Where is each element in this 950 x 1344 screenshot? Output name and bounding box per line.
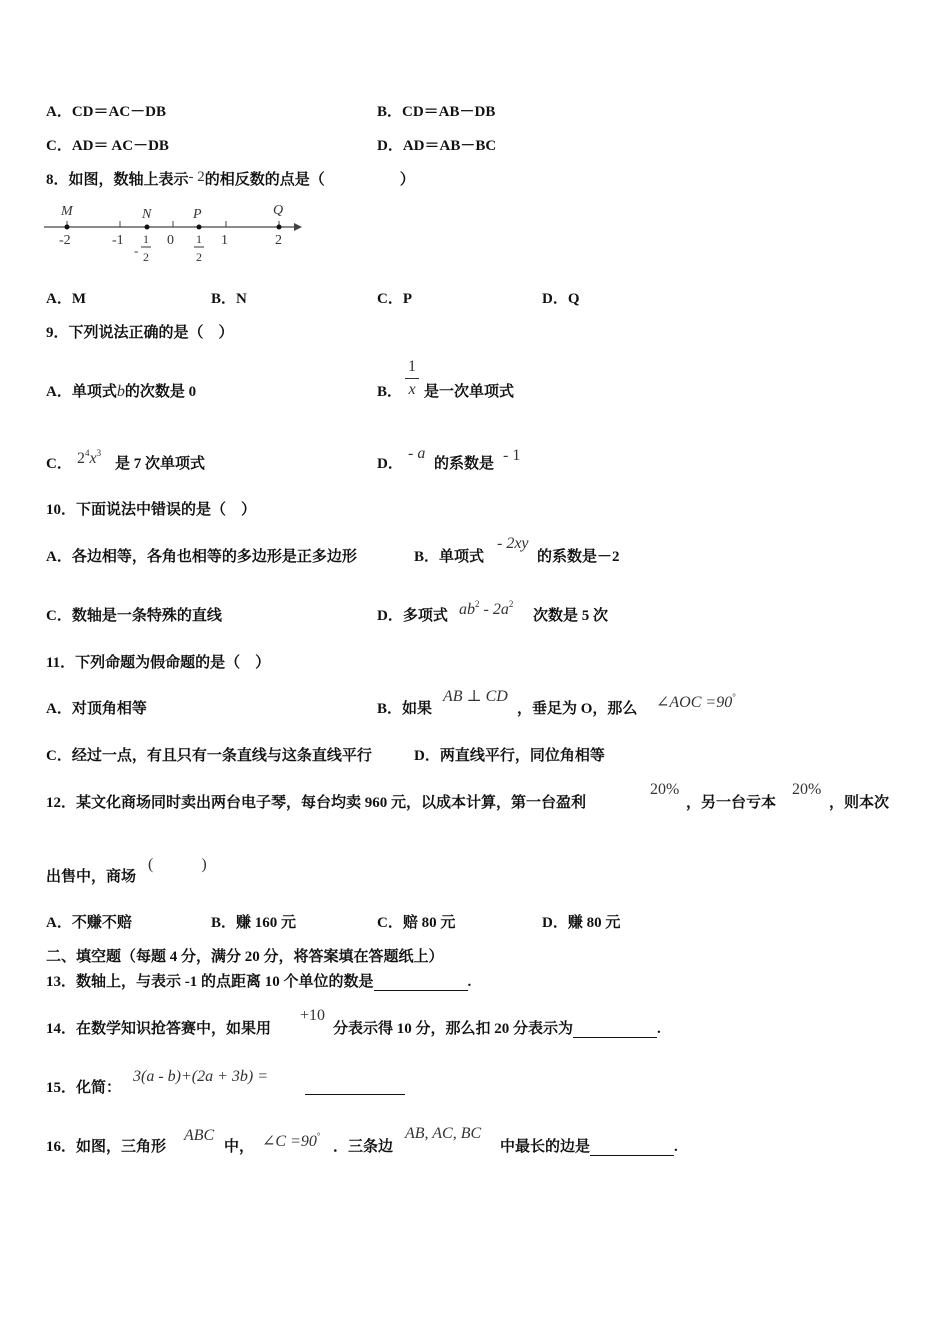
q12-option-a: A．不赚不赔 bbox=[46, 915, 132, 931]
q11-option-d: D．两直线平行，同位角相等 bbox=[414, 748, 605, 764]
q10-d-math1: ab bbox=[459, 601, 475, 618]
label-q: Q bbox=[273, 203, 284, 218]
q9-d-math: - a bbox=[408, 445, 426, 462]
q10-d-exp2: 2 bbox=[508, 599, 514, 609]
q9-c-exp2: 3 bbox=[96, 448, 102, 458]
q8-stem-pre: 8．如图，数轴上表示 bbox=[46, 172, 189, 188]
q9-c-base2: x bbox=[89, 450, 97, 467]
q7-option-c: C．AD＝ AC－DB bbox=[46, 138, 169, 154]
q11-b-angle: ∠AOC =90 bbox=[656, 694, 733, 711]
q15-answer-blank[interactable] bbox=[305, 1094, 405, 1095]
section-2-title: 二、填空题（每题 4 分，满分 20 分，将答案填在答题纸上） bbox=[46, 949, 444, 965]
frac-pos-num: 1 bbox=[196, 232, 202, 246]
q9-d-val: - 1 bbox=[503, 447, 521, 464]
q11-b-math2 bbox=[656, 688, 736, 712]
q16-math1: ABC bbox=[184, 1127, 215, 1144]
q16-math3: AB, AC, BC bbox=[405, 1125, 482, 1142]
q10-b-pre: B．单项式 bbox=[414, 549, 485, 565]
q16-mid1: 中， bbox=[224, 1139, 255, 1155]
q11-b-pre: B．如果 bbox=[377, 701, 433, 717]
q8-option-b: B．N bbox=[211, 291, 247, 307]
point-n-dot bbox=[145, 225, 150, 230]
q9-c-exp1: 4 bbox=[85, 448, 90, 458]
q16-stem-post-text: 中最长的边是 bbox=[500, 1139, 591, 1155]
q8-option-c: C．P bbox=[377, 291, 412, 307]
q8-number-line-figure bbox=[40, 198, 310, 268]
q10-option-c: C．数轴是一条特殊的直线 bbox=[46, 608, 222, 624]
q11-b-math: AB ⊥ CD bbox=[443, 688, 508, 705]
q11-b-deg: ° bbox=[732, 692, 736, 702]
q10-b-math: - 2xy bbox=[497, 535, 529, 552]
q9-c-base1: 2 bbox=[77, 450, 85, 467]
q13-stem bbox=[46, 973, 471, 991]
q9-a-math: b bbox=[116, 383, 125, 400]
q9-c-math bbox=[77, 444, 101, 468]
q12-stem-pre: 12．某文化商场同时卖出两台电子琴，每台均卖 960 元，以成本计算，第一台盈利 bbox=[46, 795, 587, 811]
q11-option-a: A．对顶角相等 bbox=[46, 701, 147, 717]
q9-c-pre: C． bbox=[46, 456, 72, 472]
q12-pct2: 20% bbox=[792, 781, 822, 798]
q12-option-c: C．赔 80 元 bbox=[377, 915, 456, 931]
q8-stem-math: - 2 bbox=[188, 169, 205, 185]
q14-answer-blank[interactable] bbox=[573, 1021, 657, 1038]
frac-neg-num: 1 bbox=[143, 232, 149, 246]
q16-stem-post bbox=[500, 1138, 678, 1156]
tick-label-1: 1 bbox=[221, 233, 228, 248]
label-p: P bbox=[193, 207, 202, 222]
q14-stem-post bbox=[333, 1020, 661, 1038]
q16-math2 bbox=[262, 1127, 320, 1151]
q12-pct1: 20% bbox=[650, 781, 680, 798]
q9-b-den: x bbox=[408, 381, 416, 398]
q14-stem-post-text: 分表示得 10 分，那么扣 20 分表示为 bbox=[333, 1021, 574, 1037]
q8-stem bbox=[46, 171, 415, 189]
q11-stem: 11．下列命题为假命题的是（ ） bbox=[46, 655, 271, 671]
frac-pos-den: 2 bbox=[196, 250, 202, 264]
q14-stem-pre: 14．在数学知识抢答赛中，如果用 bbox=[46, 1021, 272, 1037]
q7-option-a: A．CD＝AC－DB bbox=[46, 104, 167, 120]
q10-d-exp1: 2 bbox=[475, 599, 480, 609]
q12-line2: 出售中，商场 bbox=[46, 869, 137, 885]
q9-c-post: 是 7 次单项式 bbox=[115, 456, 206, 472]
point-p-dot bbox=[197, 225, 202, 230]
q13-end: . bbox=[467, 974, 472, 990]
q9-b-fraction bbox=[405, 358, 419, 399]
point-m-dot bbox=[65, 225, 70, 230]
q10-d-math2: - 2a bbox=[479, 601, 509, 618]
q16-mid2: ．三条边 bbox=[333, 1139, 394, 1155]
q10-d-math bbox=[459, 595, 513, 619]
q9-b-num: 1 bbox=[408, 358, 416, 375]
q9-b-pre: B． bbox=[377, 384, 403, 400]
tick-label-neg1: -1 bbox=[112, 233, 124, 248]
q12-stem-mid: ，另一台亏本 bbox=[686, 795, 777, 811]
q16-end: . bbox=[674, 1139, 678, 1155]
q9-d-mid: 的系数是 bbox=[434, 456, 495, 472]
label-n: N bbox=[142, 207, 152, 222]
q9-stem: 9．下列说法正确的是（ ） bbox=[46, 325, 234, 341]
tick-label-neg2: -2 bbox=[59, 233, 71, 248]
tick-label-2: 2 bbox=[275, 233, 282, 248]
q16-answer-blank[interactable] bbox=[590, 1139, 674, 1156]
q11-b-mid: ，垂足为 O，那么 bbox=[517, 701, 638, 717]
q15-stem: 15．化简： bbox=[46, 1080, 122, 1096]
q8-option-a: A．M bbox=[46, 291, 86, 307]
q10-option-a: A．各边相等，各角也相等的多边形是正多边形 bbox=[46, 549, 357, 565]
q16-deg: ° bbox=[316, 1131, 321, 1141]
q9-b-bar bbox=[405, 378, 419, 379]
q13-answer-blank[interactable] bbox=[374, 974, 468, 991]
q13-stem-text: 13．数轴上，与表示 -1 的点距离 10 个单位的数是 bbox=[46, 974, 374, 990]
tick-label-0: 0 bbox=[167, 233, 174, 248]
frac-neg-den: 2 bbox=[143, 250, 149, 264]
q16-angle: ∠C =90 bbox=[262, 1133, 317, 1150]
q10-d-post: 次数是 5 次 bbox=[533, 608, 609, 624]
q9-a-pre: A．单项式 bbox=[46, 384, 117, 400]
q7-option-d: D．AD＝AB－BC bbox=[377, 138, 497, 154]
number-line-arrow bbox=[294, 223, 302, 231]
q14-end: . bbox=[657, 1021, 661, 1037]
q10-b-post: 的系数是－2 bbox=[537, 549, 620, 565]
q11-option-c: C．经过一点，有且只有一条直线与这条直线平行 bbox=[46, 748, 372, 764]
label-m: M bbox=[61, 204, 73, 219]
q12-option-b: B．赚 160 元 bbox=[211, 915, 297, 931]
q9-b-post: 是一次单项式 bbox=[424, 384, 515, 400]
point-q-dot bbox=[277, 225, 282, 230]
q12-paren: ( ) bbox=[148, 856, 207, 873]
q10-stem: 10．下面说法中错误的是（ ） bbox=[46, 502, 257, 518]
q12-stem-post: ，则本次 bbox=[829, 795, 890, 811]
q9-d-pre: D． bbox=[377, 456, 403, 472]
q9-a-post: 的次数是 0 bbox=[124, 384, 197, 400]
q8-stem-post: 的相反数的点是（ ） bbox=[204, 172, 415, 188]
q15-math: 3(a - b)+(2a + 3b) = bbox=[133, 1068, 269, 1085]
q14-math: +10 bbox=[300, 1007, 326, 1024]
q9-option-a bbox=[46, 383, 196, 401]
q8-option-d: D．Q bbox=[542, 291, 580, 307]
q7-option-b: B．CD＝AB－DB bbox=[377, 104, 496, 120]
q12-option-d: D．赚 80 元 bbox=[542, 915, 621, 931]
frac-neg-sign: - bbox=[134, 243, 139, 258]
q10-d-pre: D．多项式 bbox=[377, 608, 448, 624]
q16-stem-pre: 16．如图，三角形 bbox=[46, 1139, 167, 1155]
